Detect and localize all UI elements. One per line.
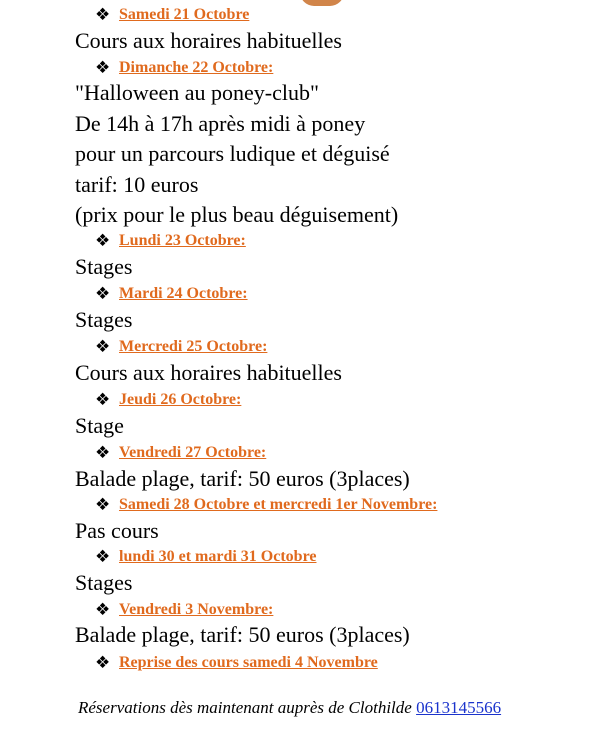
four-diamond-bullet-icon: ❖ [95,652,111,673]
four-diamond-bullet-icon: ❖ [95,283,111,304]
schedule-detail-line: "Halloween au poney-club" [75,80,319,105]
schedule-date-row [95,494,437,516]
schedule-detail-line: (prix pour le plus beau déguisement) [75,202,399,227]
schedule-date-row [95,652,378,674]
schedule-date-row [95,230,246,252]
schedule-detail-line: Stage [75,413,124,438]
schedule-date-link[interactable]: Dimanche 22 Octobre: [119,59,274,76]
four-diamond-bullet-icon: ❖ [95,336,111,357]
schedule-date-row [95,283,248,305]
footer-text: Réservations dès maintenant auprès de Clothilde [78,698,412,717]
schedule-date-row [95,389,241,411]
schedule-detail-line: tarif: 10 euros [75,171,199,197]
schedule-date-row [95,546,316,568]
four-diamond-bullet-icon: ❖ [95,4,111,25]
schedule-date-link[interactable]: Mardi 24 Octobre: [119,285,248,302]
four-diamond-bullet-icon: ❖ [95,230,111,251]
schedule-date-link[interactable]: Samedi 28 Octobre et mercredi 1er Novembre: [119,496,438,513]
schedule-detail-line: De 14h à 17h après midi à poney [75,110,366,136]
four-diamond-bullet-icon: ❖ [95,442,111,463]
schedule-date-row [95,57,273,79]
four-diamond-bullet-icon: ❖ [95,494,111,515]
schedule-date-row [95,4,249,26]
four-diamond-bullet-icon: ❖ [95,389,111,410]
schedule-detail-line: Pas cours [75,518,159,543]
four-diamond-bullet-icon: ❖ [95,599,111,620]
schedule-date-link[interactable]: Reprise des cours samedi 4 Novembre [119,654,378,671]
schedule-date-link[interactable]: Vendredi 27 Octobre: [119,444,267,461]
schedule-detail-line: Stages [75,254,133,279]
schedule-date-link[interactable]: Samedi 21 Octobre [119,6,250,23]
schedule-detail-line: Cours aux horaires habituelles [75,360,342,385]
schedule-date-link[interactable]: Lundi 23 Octobre: [119,232,246,249]
four-diamond-bullet-icon: ❖ [95,546,111,567]
schedule-detail-line: Stages [75,570,133,595]
schedule-date-row [95,336,267,358]
schedule-date-link[interactable]: lundi 30 et mardi 31 Octobre [119,548,317,565]
pumpkin-decoration-icon [300,0,344,6]
schedule-detail-line: Stages [75,307,133,332]
schedule-date-row [95,442,266,464]
phone-link[interactable]: 0613145566 [416,698,502,717]
schedule-date-row [95,599,273,621]
schedule-date-link[interactable]: Vendredi 3 Novembre: [119,601,274,618]
schedule-detail-line: Balade plage, tarif: 50 euros (3places) [75,622,410,647]
schedule-detail-line: Cours aux horaires habituelles [75,28,342,53]
schedule-date-link[interactable]: Jeudi 26 Octobre: [119,391,242,408]
schedule-detail-line: Balade plage, tarif: 50 euros (3places) [75,466,410,491]
footer [78,698,501,718]
schedule-detail-line: pour un parcours ludique et déguisé [75,141,390,166]
schedule-date-link[interactable]: Mercredi 25 Octobre: [119,338,268,355]
four-diamond-bullet-icon: ❖ [95,57,111,78]
